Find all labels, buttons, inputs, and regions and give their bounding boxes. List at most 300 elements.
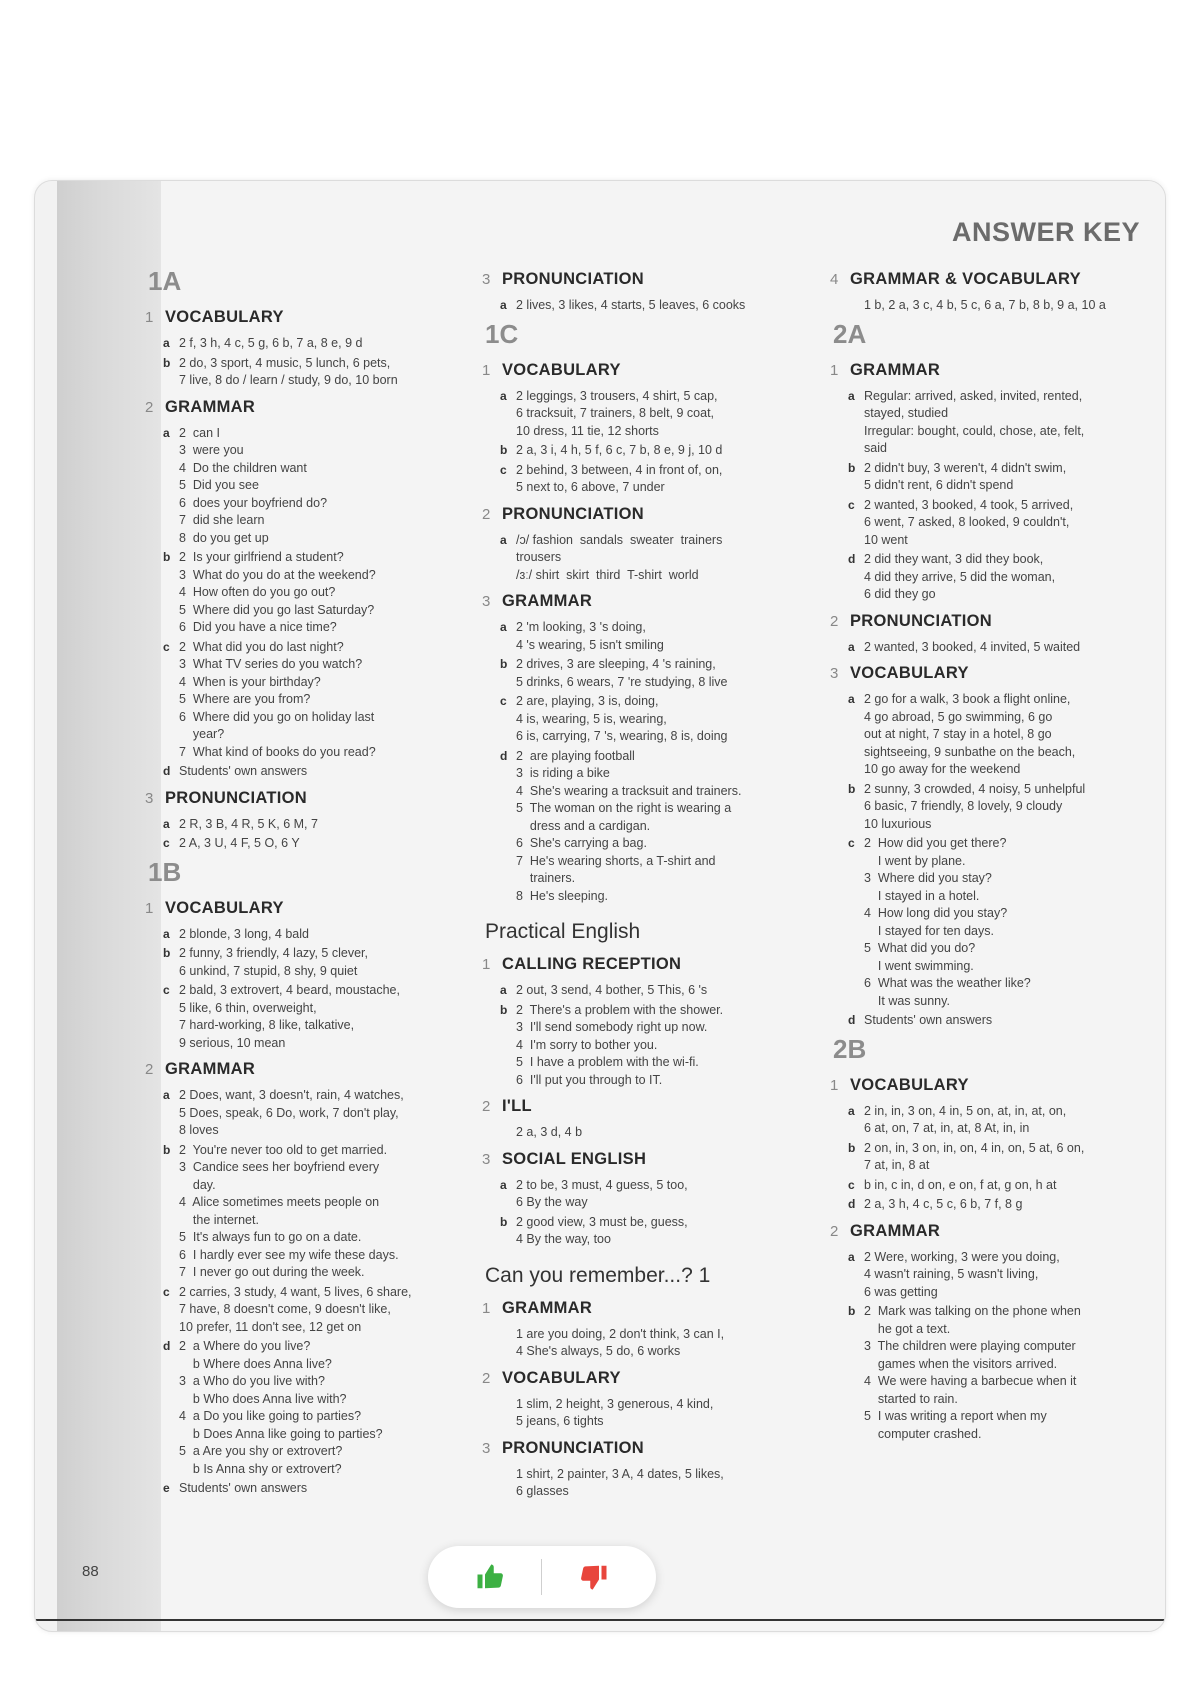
exercise-lines [516,693,802,746]
answer-line: Irregular: bought, could, chose, ate, felt, [864,423,1085,438]
answer-line: dress and a cardigan. [516,818,651,833]
answer-line: 2 do, 3 sport, 4 music, 5 lunch, 6 pets, [179,355,391,370]
exercise-lines [179,1338,455,1478]
answer-line: 4 She's always, 5 do, 6 works [516,1344,681,1358]
exercise-lines [516,297,802,315]
unit-heading: 1B [148,856,182,887]
answer-line: 7 He's wearing shorts, a T-shirt and [516,853,716,868]
answer-line: 5 Where did you go last Saturday? [179,602,375,617]
exercise-lines [516,1466,802,1501]
exercise-lines [864,781,1150,834]
exercise-letter: b [500,1214,508,1229]
answer-line: he got a text. [864,1321,951,1336]
answer-line: It was sunny. [864,993,950,1008]
section-title: GRAMMAR [502,592,593,610]
answer-line: sightseeing, 9 sunbathe on the beach, [864,744,1076,759]
answer-line: 1 shirt, 2 painter, 3 A, 4 dates, 5 likes, [516,1466,724,1481]
answer-line: 2 R, 3 B, 4 R, 5 K, 6 M, 7 [179,816,318,831]
answer-line: 2 out, 3 send, 4 bother, 5 This, 6 's [516,983,708,997]
exercise-answer [830,691,1150,779]
answer-line: 6 I hardly ever see my wife these days. [179,1247,399,1262]
exercise-answer [830,1249,1150,1302]
exercise-lines [516,748,802,906]
answer-line: 6 at, on, 7 at, in, at, 8 At, in, in [864,1121,1030,1135]
section-title: PRONUNCIATION [165,788,308,807]
answer-line: 2 behind, 3 between, 4 in front of, on, [516,462,723,477]
exercise-letter: a [163,1088,170,1102]
exercise-letter: b [848,781,856,796]
answer-line: computer crashed. [864,1426,982,1441]
exercise-lines [179,835,455,853]
exercise-letter: b [163,946,171,960]
page-bottom-rule [35,1619,1165,1621]
section-heading [482,1367,802,1390]
section-title: PRONUNCIATION [502,504,645,523]
answer-line: 2 sunny, 3 crowded, 4 noisy, 5 unhelpful [864,781,1086,796]
answer-line: 3 What TV series do you watch? [179,657,363,671]
exercise-letter: b [500,443,508,457]
section-title: VOCABULARY [165,308,284,326]
answer-line: 6 By the way [516,1195,588,1209]
exercise-letter: d [163,764,171,778]
section-title: PRONUNCIATION [502,1438,645,1457]
answer-line: 4 Alice sometimes meets people on [179,1195,380,1209]
answer-line: 2 How did you get there? [864,836,1007,850]
section-title: PRONUNCIATION [502,270,645,288]
section-heading [830,359,1150,382]
exercise-answer [830,1196,1150,1214]
exercise-lines [179,639,455,762]
exercise-letter: a [500,620,507,634]
answer-line: 2 drives, 3 are sleeping, 4 's raining, [516,657,716,671]
answer-line: 2 Were, working, 3 were you doing, [864,1249,1060,1264]
answer-line: 2 Does, want, 3 doesn't, rain, 4 watches, [179,1088,404,1102]
exercise-lines [179,816,455,834]
section-title: VOCABULARY [502,1368,621,1387]
answer-line: 7 at, in, 8 at [864,1158,930,1172]
section-heading [145,1058,455,1081]
section-number: 1 [482,1299,491,1317]
exercise-lines [864,1249,1150,1302]
answer-line: day. [179,1177,216,1192]
section-number: 3 [830,665,839,682]
exercise-lines [864,1177,1150,1195]
section-title: I'LL [502,1097,532,1115]
section-number: 2 [145,398,154,416]
section-heading [482,268,802,291]
feedback-bar [428,1546,656,1608]
thumbs-up-button[interactable] [470,1557,510,1597]
exercise-lines [516,1396,802,1431]
answer-line: 8 loves [179,1123,219,1137]
answer-line: 1 b, 2 a, 3 c, 4 b, 5 c, 6 a, 7 b, 8 b, 9 a, 10 a [864,298,1106,312]
exercise-answer [145,549,455,637]
answer-line: 5 like, 6 thin, overweight, [179,1000,317,1015]
answer-line: /ɔ/ fashion sandals sweater trainers [516,532,723,547]
answer-line: 2 a, 3 d, 4 b [516,1125,583,1139]
exercise-letter: b [848,460,856,475]
section-title: GRAMMAR [850,360,941,379]
exercise-answer [830,497,1150,550]
answer-line: 3 The children were playing computer [864,1339,1076,1353]
answer-line: 6 Did you have a nice time? [179,620,337,634]
answer-line: trousers [516,550,562,564]
answer-line: 2 good view, 3 must be, guess, [516,1214,688,1229]
answer-line: 4 go abroad, 5 go swimming, 6 go [864,709,1053,724]
exercise-lines [179,982,455,1052]
section-heading [830,1220,1150,1243]
answer-line: 2 leggings, 3 trousers, 4 shirt, 5 cap, [516,388,718,403]
exercise-lines [516,1326,802,1361]
page-number: 88 [82,1563,99,1580]
answer-line: 4 How often do you go out? [179,585,336,599]
exercise-letter: a [163,926,170,941]
section-heading [830,610,1150,633]
answer-line: 5 What did you do? [864,941,976,955]
answer-line: 4 is, wearing, 5 is, wearing, [516,711,667,726]
answer-line: 4 I'm sorry to bother you. [516,1037,658,1052]
section-number: 1 [145,309,154,326]
answer-line: 4 We were having a barbecue when it [864,1374,1077,1388]
exercise-answer [830,639,1150,657]
answer-line: 6 What was the weather like? [864,976,1031,990]
answer-line: said [864,441,887,455]
section-heading [482,1148,802,1171]
section-title: VOCABULARY [850,1075,969,1094]
exercise-letter: b [163,1142,171,1157]
answer-line: 3 What do you do at the weekend? [179,567,376,582]
answer-line: 6 basic, 7 friendly, 8 lovely, 9 cloudy [864,799,1063,813]
answer-line: 4 did they arrive, 5 did the woman, [864,569,1056,584]
answer-line: 4 By the way, too [516,1232,611,1246]
answer-line: 2 carries, 3 study, 4 want, 5 lives, 6 share, [179,1284,412,1299]
answer-line: 4 wasn't raining, 5 wasn't living, [864,1267,1039,1281]
answer-line: trainers. [516,871,576,885]
section-title: VOCABULARY [850,664,969,682]
column-2 [482,262,802,1503]
section-title: GRAMMAR [850,1221,941,1240]
answer-line: 4 How long did you stay? [864,906,1008,920]
section-title: GRAMMAR [165,397,256,416]
section-heading [830,1074,1150,1097]
answer-line: the internet. [179,1212,259,1227]
answer-line: 10 prefer, 11 don't see, 12 get on [179,1319,362,1334]
exercise-letter: c [163,836,170,850]
exercise-answer [482,619,802,654]
exercise-letter: c [848,497,855,512]
unit-heading: 1A [148,266,182,296]
exercise-letter: b [848,1140,856,1155]
answer-line: 4 When is your birthday? [179,674,321,689]
exercise-letter: d [848,552,856,566]
section-number: 4 [830,271,839,288]
unit-heading: 2B [833,1033,867,1064]
answer-line: 2 f, 3 h, 4 c, 5 g, 6 b, 7 a, 8 e, 9 d [179,336,363,350]
answer-line: 8 do you get up [179,530,269,545]
answer-line: games when the visitors arrived. [864,1356,1058,1371]
section-number: 1 [830,1076,839,1094]
exercise-answer [482,462,802,497]
answer-line: 7 live, 8 do / learn / study, 9 do, 10 born [179,373,398,387]
answer-line: 4 She's wearing a tracksuit and trainers. [516,783,742,798]
exercise-answer [145,835,455,853]
answer-line: Students' own answers [179,1481,308,1495]
answer-line: 2 a Where do you live? [179,1339,311,1353]
section-number: 3 [482,271,491,288]
section-number: 2 [482,1369,491,1387]
answer-line: 10 go away for the weekend [864,762,1021,776]
exercise-letter: a [848,388,855,403]
answer-line: 4 's wearing, 5 isn't smiling [516,637,664,652]
exercise-answer [145,1338,455,1478]
answer-line: b in, c in, d on, e on, f at, g on, h at [864,1177,1057,1192]
exercise-lines [516,388,802,441]
exercise-answer [830,1140,1150,1175]
answer-line: 2 There's a problem with the shower. [516,1002,724,1017]
answer-line: 2 are playing football [516,748,635,763]
answer-line: 2 wanted, 3 booked, 4 took, 5 arrived, [864,497,1074,512]
exercise-lines [516,982,802,1000]
answer-line: b Is Anna shy or extrovert? [179,1461,342,1476]
answer-line: 6 went, 7 asked, 8 looked, 9 couldn't, [864,515,1070,529]
answer-line: 3 Where did you stay? [864,871,992,885]
answer-line: 4 a Do you like going to parties? [179,1409,362,1423]
exercise-answer [482,1124,802,1142]
section-heading [482,590,802,613]
answer-line: I stayed for ten days. [864,923,994,938]
exercise-letter: b [163,550,171,564]
answer-line: 5 jeans, 6 tights [516,1414,604,1428]
exercise-answer [145,763,455,781]
answer-line: 2 Mark was talking on the phone when [864,1304,1081,1318]
section-number: 3 [482,593,491,610]
section-number: 2 [482,1098,491,1115]
exercise-answer [830,781,1150,834]
answer-line: 3 is riding a bike [516,766,610,780]
answer-line: 6 Where did you go on holiday last [179,709,375,724]
section-heading [830,662,1150,685]
exercise-answer [482,1177,802,1212]
column-1 [145,262,455,1500]
answer-line: year? [179,727,225,741]
answer-line: 2 didn't buy, 3 weren't, 4 didn't swim, [864,460,1067,475]
section-number: 1 [482,956,491,973]
exercise-letter: a [163,816,170,831]
section-heading [145,396,455,419]
exercise-letter: b [500,1002,508,1017]
column-3 [830,262,1150,1445]
exercise-answer [145,816,455,834]
exercise-answer [482,532,802,585]
exercise-answer [145,335,455,353]
exercise-answer [145,926,455,944]
exercise-answer [482,1396,802,1431]
exercise-letter: d [500,748,508,763]
exercise-letter: c [848,1177,855,1192]
answer-line: 2 wanted, 3 booked, 4 invited, 5 waited [864,639,1081,654]
answer-line: 2 funny, 3 friendly, 4 lazy, 5 clever, [179,946,368,960]
answer-line: 2 lives, 3 likes, 4 starts, 5 leaves, 6 cooks [516,298,746,312]
section-heading [482,503,802,526]
exercise-lines [179,1087,455,1140]
answer-line: 6 was getting [864,1284,938,1299]
exercise-lines [179,1480,455,1498]
exercise-answer [830,1012,1150,1030]
exercise-letter: c [163,1284,170,1299]
section-number: 1 [145,899,154,917]
answer-line: b Where does Anna live? [179,1356,332,1371]
answer-line: Students' own answers [864,1013,993,1027]
answer-line: 6 tracksuit, 7 trainers, 8 belt, 9 coat, [516,406,715,420]
answer-line: 5 Where are you from? [179,692,311,706]
exercise-lines [864,835,1150,1010]
exercise-letter: a [500,1177,507,1192]
exercise-letter: d [848,1197,856,1211]
answer-line: 10 luxurious [864,816,932,831]
exercise-letter: b [500,657,508,671]
answer-line: 7 did she learn [179,513,265,527]
exercise-answer [145,1480,455,1498]
exercise-answer [830,1177,1150,1195]
answer-line: 3 I'll send somebody right up now. [516,1020,708,1034]
answer-line: 2 to be, 3 must, 4 guess, 5 too, [516,1177,688,1192]
exercise-answer [145,1142,455,1282]
exercise-letter [830,297,852,315]
section-number: 3 [482,1439,491,1457]
unit-heading: 1C [485,318,519,349]
exercise-answer [145,945,455,980]
answer-line: I stayed in a hotel. [864,888,980,903]
exercise-lines [179,425,455,548]
exercise-lines [179,763,455,781]
page-title: ANSWER KEY [951,217,1140,247]
exercise-letter: a [500,532,507,547]
section-number: 2 [830,612,839,630]
exercise-letter: b [163,355,171,370]
exercise-letter [482,1466,504,1501]
section-heading [830,268,1150,291]
section-title: CALLING RECEPTION [502,955,682,973]
answer-line: 9 serious, 10 mean [179,1035,286,1050]
answer-line: 2 Is your girlfriend a student? [179,550,344,564]
exercise-lines [516,462,802,497]
exercise-letter [482,1396,504,1431]
answer-line: 1 slim, 2 height, 3 generous, 4 kind, [516,1396,714,1411]
exercise-letter: c [500,462,507,477]
answer-line: 6 is, carrying, 7 's, wearing, 8 is, doing [516,729,728,743]
answer-line: 2 can I [179,425,220,440]
exercise-answer [482,656,802,691]
exercise-answer [482,442,802,460]
answer-line: stayed, studied [864,406,949,420]
exercise-lines [516,1177,802,1212]
subsection-heading: Can you remember...? 1 [485,1263,711,1287]
exercise-letter: a [500,298,507,312]
exercise-letter: a [500,983,507,997]
answer-line: 10 dress, 11 tie, 12 shorts [516,423,659,438]
answer-line: /ɜː/ shirt skirt third T-shirt world [516,567,699,582]
section-heading [482,359,802,382]
answer-line: 6 She's carrying a bag. [516,836,647,850]
section-heading [145,897,455,920]
answer-line: 5 I have a problem with the wi-fi. [516,1055,699,1069]
exercise-lines [179,355,455,390]
answer-line: 8 He's sleeping. [516,888,609,903]
section-title: SOCIAL ENGLISH [502,1149,647,1168]
answer-line: 2 blonde, 3 long, 4 bald [179,926,309,941]
answer-line: 2 bald, 3 extrovert, 4 beard, moustache, [179,983,400,997]
exercise-answer [145,982,455,1052]
exercise-answer [830,1103,1150,1138]
exercise-lines [516,1214,802,1249]
exercise-answer [830,835,1150,1010]
exercise-lines [864,1196,1150,1214]
exercise-lines [864,1303,1150,1443]
exercise-lines [516,619,802,654]
answer-line: 2 What did you do last night? [179,639,344,654]
exercise-lines [864,691,1150,779]
exercise-answer [482,693,802,746]
exercise-lines [179,335,455,353]
answer-line: 7 hard-working, 8 like, talkative, [179,1018,355,1032]
exercise-letter: a [500,388,507,403]
answer-line: 6 did they go [864,587,936,601]
answer-line: 5 It's always fun to go on a date. [179,1230,362,1244]
exercise-letter: d [848,1013,856,1027]
section-title: GRAMMAR [165,1060,256,1078]
answer-line: 2 A, 3 U, 4 F, 5 O, 6 Y [179,836,300,850]
feedback-divider [541,1559,542,1595]
section-heading [482,1297,802,1320]
section-number: 1 [830,361,839,379]
thumbs-down-button[interactable] [574,1557,614,1597]
answer-line: Students' own answers [179,764,308,778]
exercise-lines [179,1142,455,1282]
answer-line: 5 Does, speak, 6 Do, work, 7 don't play, [179,1105,399,1120]
answer-line: 2 on, in, 3 on, in, on, 4 in, on, 5 at, 6 on, [864,1140,1085,1155]
answer-line: started to rain. [864,1391,958,1406]
exercise-lines [179,926,455,944]
answer-line: 6 unkind, 7 stupid, 8 shy, 9 quiet [179,963,358,978]
exercise-lines [864,460,1150,495]
answer-line: 5 next to, 6 above, 7 under [516,480,665,494]
exercise-letter: c [500,694,507,708]
section-heading [482,1095,802,1118]
answer-line: 2 are, playing, 3 is, doing, [516,694,659,708]
exercise-lines [864,1103,1150,1138]
exercise-lines [864,388,1150,458]
section-number: 2 [145,1061,154,1078]
exercise-answer [145,1284,455,1337]
answer-line: b Does Anna like going to parties? [179,1426,383,1441]
answer-line: 2 did they want, 3 did they book, [864,552,1044,566]
exercise-lines [516,1002,802,1090]
exercise-answer [482,1002,802,1090]
section-number: 3 [482,1150,491,1168]
answer-line: 7 have, 8 doesn't come, 9 doesn't like, [179,1302,391,1316]
section-heading [482,1437,802,1460]
section-number: 2 [830,1222,839,1240]
exercise-letter: a [848,692,855,706]
exercise-letter: c [163,639,170,654]
section-heading [145,787,455,810]
answer-line: I went by plane. [864,853,966,868]
exercise-answer [482,1326,802,1361]
thumbs-down-icon [579,1562,609,1592]
answer-line: 5 Did you see [179,478,259,492]
thumbs-up-icon [475,1562,505,1592]
exercise-lines [864,1140,1150,1175]
